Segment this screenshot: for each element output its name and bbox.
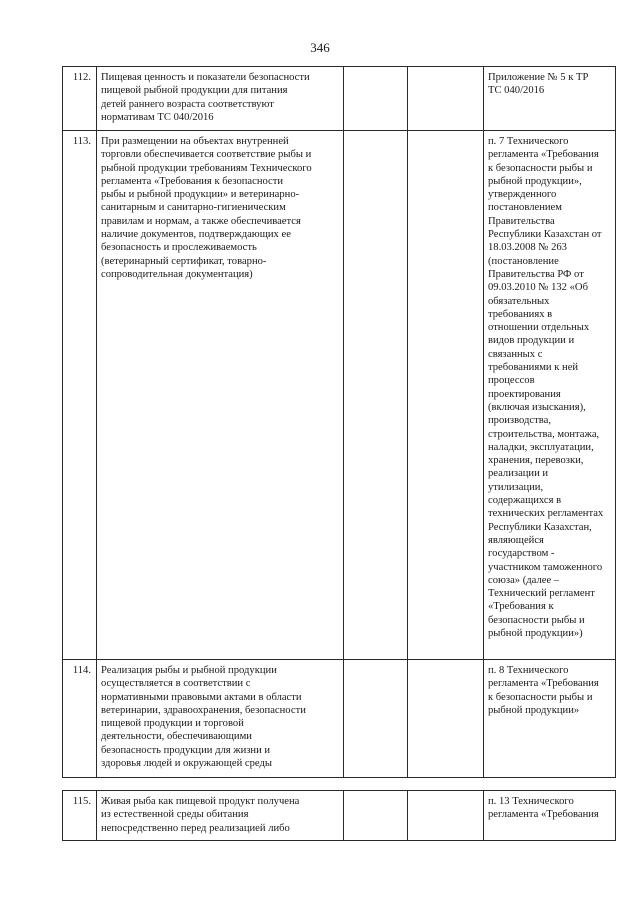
reference-text: Приложение № 5 к ТР ТС 040/2016 bbox=[484, 67, 616, 131]
row-number: 115. bbox=[63, 791, 97, 841]
empty-cell bbox=[408, 660, 484, 778]
reference-text: п. 13 Технического регламента «Требования bbox=[484, 791, 616, 841]
empty-cell bbox=[344, 67, 408, 131]
requirement-text: При размещении на объектах внутренней торговли обеспечивается соответствие рыбы и рыбной продукции требованиям Технического регламента «Требования к безопасности рыбы и рыбной продукции» и ветеринарно- санитарным и санитарно-гигиеническим правилам и нормам, а также обеспечивается наличие документов, подтверждающих ее безопасность и прослеживаемость (ветеринарный сертификат, товарно- сопроводительная документация) bbox=[97, 131, 344, 660]
requirement-text: Живая рыба как пищевой продукт получена из естественной среды обитания непосредственно перед реализацией либо bbox=[97, 791, 344, 841]
requirement-text: Реализация рыбы и рыбной продукции осуществляется в соответствии с нормативными правовыми актами в области ветеринарии, здравоохранения, безопасности пищевой продукции и торговой деятельности, обеспечивающими безопасность продукции для жизни и здоровья людей и окружающей среды bbox=[97, 660, 344, 778]
row-number: 113. bbox=[63, 131, 97, 660]
empty-cell bbox=[408, 131, 484, 660]
table-gap bbox=[63, 778, 616, 791]
empty-cell bbox=[344, 131, 408, 660]
row-number: 112. bbox=[63, 67, 97, 131]
page-number: 346 bbox=[310, 40, 330, 55]
empty-cell bbox=[408, 791, 484, 841]
table-row bbox=[63, 67, 616, 131]
table-row bbox=[63, 791, 616, 841]
requirement-text: Пищевая ценность и показатели безопасности пищевой рыбной продукции для питания детей раннего возраста соответствуют нормативам ТС 040/2016 bbox=[97, 67, 344, 131]
row-number: 114. bbox=[63, 660, 97, 778]
reference-text: п. 7 Технического регламента «Требования к безопасности рыбы и рыбной продукции», утвержденного постановлением Правительства Республики Казахстан от 18.03.2008 № 263 (постановление Правительства РФ от 09.03.2010 № 132 «Об обязательных требованиях в отношении отдельных видов продукции и связанных с требованиями к ней процессов проектирования (включая изыскания), производства, строительства, монтажа, наладки, эксплуатации, хранения, перевозки, реализации и утилизации, содержащихся в технических регламентах Республики Казахстан, являющейся государством - участником таможенного союза» (далее – Технический регламент «Требования к безопасности рыбы и рыбной продукции») bbox=[484, 131, 616, 660]
table-row bbox=[63, 660, 616, 778]
empty-cell bbox=[408, 67, 484, 131]
reference-text: п. 8 Технического регламента «Требования к безопасности рыбы и рыбной продукции» bbox=[484, 660, 616, 778]
empty-cell bbox=[344, 791, 408, 841]
empty-cell bbox=[344, 660, 408, 778]
requirements-table bbox=[62, 66, 616, 841]
table-row bbox=[63, 131, 616, 660]
